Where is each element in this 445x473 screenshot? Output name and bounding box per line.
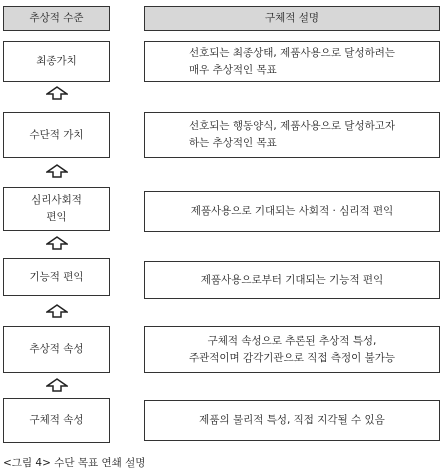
description-functional-benefit: [144, 261, 440, 299]
description-terminal-value: [144, 41, 440, 82]
level-label-line: 심리사회적: [31, 194, 82, 206]
header-abstract-level-label: 추상적 수준: [29, 12, 84, 24]
level-terminal-value: [3, 41, 110, 82]
description-abstract-attribute: [144, 326, 440, 373]
level-label: 기능적 편익: [29, 270, 84, 283]
up-arrow-icon: [46, 378, 68, 392]
up-arrow-icon: [46, 304, 68, 318]
header-concrete-description: [144, 6, 440, 31]
description-line: 제품사용으로부터 기대되는 기능적 편익: [200, 273, 384, 286]
description-line: 선호되는 행동양식, 제품사용으로 달성하고자: [188, 120, 396, 132]
level-label: 수단적 가치: [29, 128, 84, 141]
up-arrow-icon: [46, 86, 68, 100]
up-arrow-icon: [46, 236, 68, 250]
description-line: 제품의 물리적 특성, 직접 지각될 수 있음: [199, 414, 385, 426]
level-abstract-attribute: [3, 326, 110, 373]
figure-caption: <그림 4> 수단 목표 연쇄 설명: [3, 457, 146, 469]
description-line: 구체적 속성으로 추론된 추상적 특성,: [207, 334, 377, 347]
level-label: 최종가치: [36, 55, 77, 67]
description-line: 선호되는 최종상태, 제품사용으로 달성하려는: [188, 46, 396, 59]
description-concrete-attribute: [144, 400, 440, 441]
description-instrumental-value: [144, 112, 440, 158]
up-arrow-icon: [46, 164, 68, 178]
level-functional-benefit: [3, 258, 110, 296]
header-concrete-description-label: 구체적 설명: [264, 12, 320, 24]
level-label-line: 편익: [46, 211, 67, 223]
description-line: 하는 추상적인 목표: [188, 137, 277, 149]
description-line: 매우 추상적인 목표: [188, 63, 277, 76]
description-line: 주관적이며 감각기관으로 직접 측정이 불가능: [188, 351, 396, 364]
description-psychosocial-benefit: [144, 191, 440, 232]
level-instrumental-value: [3, 112, 110, 158]
level-concrete-attribute: [3, 398, 110, 443]
description-line: 제품사용으로 기대되는 사회적 · 심리적 편익: [190, 205, 394, 217]
level-label: 구체적 속성: [29, 414, 84, 426]
level-psychosocial-benefit: [3, 187, 110, 231]
level-label: 추상적 속성: [29, 343, 84, 355]
header-abstract-level: [3, 6, 110, 31]
